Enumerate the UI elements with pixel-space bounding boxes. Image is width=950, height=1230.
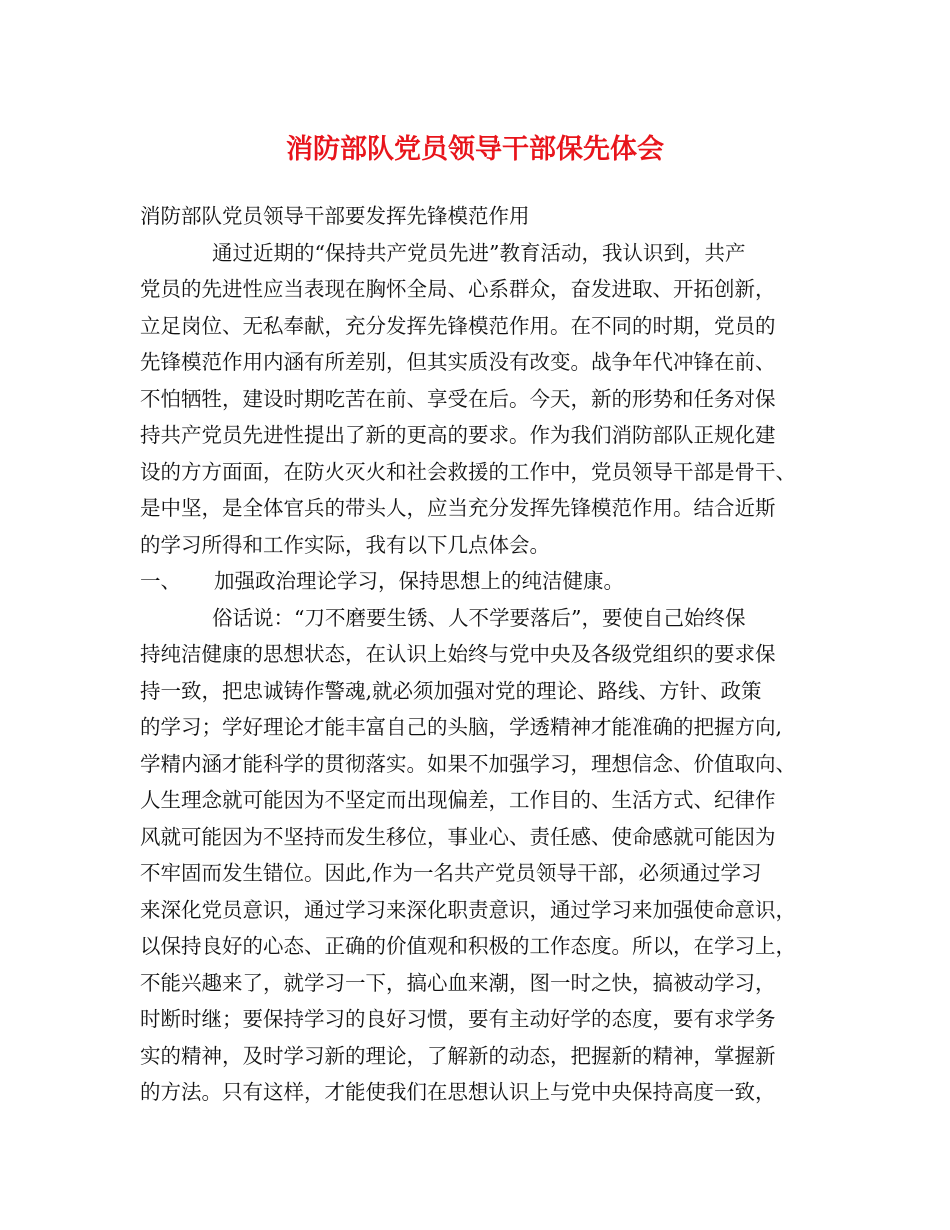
- section-heading: [140, 563, 824, 600]
- paragraph-line: 是中坚，是全体官兵的带头人，应当充分发挥先锋模范作用。结合近斯: [140, 496, 776, 520]
- paragraph-line: 人生理念就可能因为不坚定而出现偏差，工作目的、生活方式、纪律作: [140, 788, 776, 812]
- section-number: 一、: [140, 569, 181, 593]
- document-body: [140, 198, 824, 1111]
- paragraph-line: 不能兴趣来了，就学习一下，搞心血来潮，图一时之快，搞被动学习，: [140, 970, 776, 995]
- document-title: 消防部队党员领导干部保先体会: [286, 134, 664, 165]
- subtitle-line: 消防部队党员领导干部要发挥先锋模范作用: [140, 204, 530, 228]
- paragraph-line: 不牢固而发生错位。因此,作为一名共产党员领导干部，必须通过学习: [140, 861, 762, 885]
- paragraph-line: 持共产党员先进性提出了新的更高的要求。作为我们消防部队正规化建: [140, 423, 776, 447]
- paragraph-line: 时断时继；要保持学习的良好习惯，要有主动好学的态度，要有求学务: [140, 1007, 776, 1031]
- paragraph-line: 持一致，把忠诚铸作警魂,就必须加强对党的理论、路线、方针、政策: [140, 678, 762, 703]
- paragraph-line: 的方法。只有这样，才能使我们在思想认识上与党中央保持高度一致，: [140, 1080, 776, 1104]
- paragraph-line: 持纯洁健康的思想状态，在认识上始终与党中央及各级党组织的要求保: [140, 642, 776, 666]
- paragraph-line: 实的精神，及时学习新的理论，了解新的动态，把握新的精神，掌握新: [140, 1043, 776, 1068]
- paragraph-line: 立足岗位、无私奉献，充分发挥先锋模范作用。在不同的时期，党员的: [140, 313, 776, 338]
- paragraph-line: 学精内涵才能科学的贯彻落实。如果不加强学习，理想信念、价值取向、: [140, 751, 796, 776]
- paragraph-line: 先锋模范作用内涵有所差别，但其实质没有改变。战争年代冲锋在前、: [140, 350, 776, 374]
- paragraph-line: 的学习；学好理论才能丰富自己的头脑，学透精神才能准确的把握方向,: [140, 715, 783, 739]
- section-heading-text: 加强政治理论学习，保持思想上的纯洁健康。: [214, 569, 624, 593]
- paragraph-line: 不怕牺牲，建设时期吃苦在前、享受在后。今天，新的形势和任务对保: [140, 386, 776, 411]
- paragraph-line: 的学习所得和工作实际，我有以下几点体会。: [140, 532, 550, 557]
- paragraph-line: 俗话说：“刀不磨要生锈、人不学要落后”，要使自己始终保: [212, 605, 746, 630]
- paragraph-line: 设的方方面面，在防火灭火和社会救援的工作中，党员领导干部是骨干、: [140, 459, 796, 484]
- paragraph-line: 党员的先进性应当表现在胸怀全局、心系群众，奋发进取、开拓创新，: [140, 277, 776, 301]
- paragraph-line: 来深化党员意识，通过学习来深化职责意识，通过学习来加强使命意识，: [140, 897, 796, 922]
- paragraph-line: 以保持良好的心态、正确的价值观和积极的工作态度。所以，在学习上，: [140, 934, 796, 958]
- paragraph-line: 风就可能因为不坚持而发生移位，事业心、责任感、使命感就可能因为: [140, 824, 776, 849]
- paragraph-line: 通过近期的“保持共产党员先进”教育活动，我认识到，共产: [212, 240, 746, 265]
